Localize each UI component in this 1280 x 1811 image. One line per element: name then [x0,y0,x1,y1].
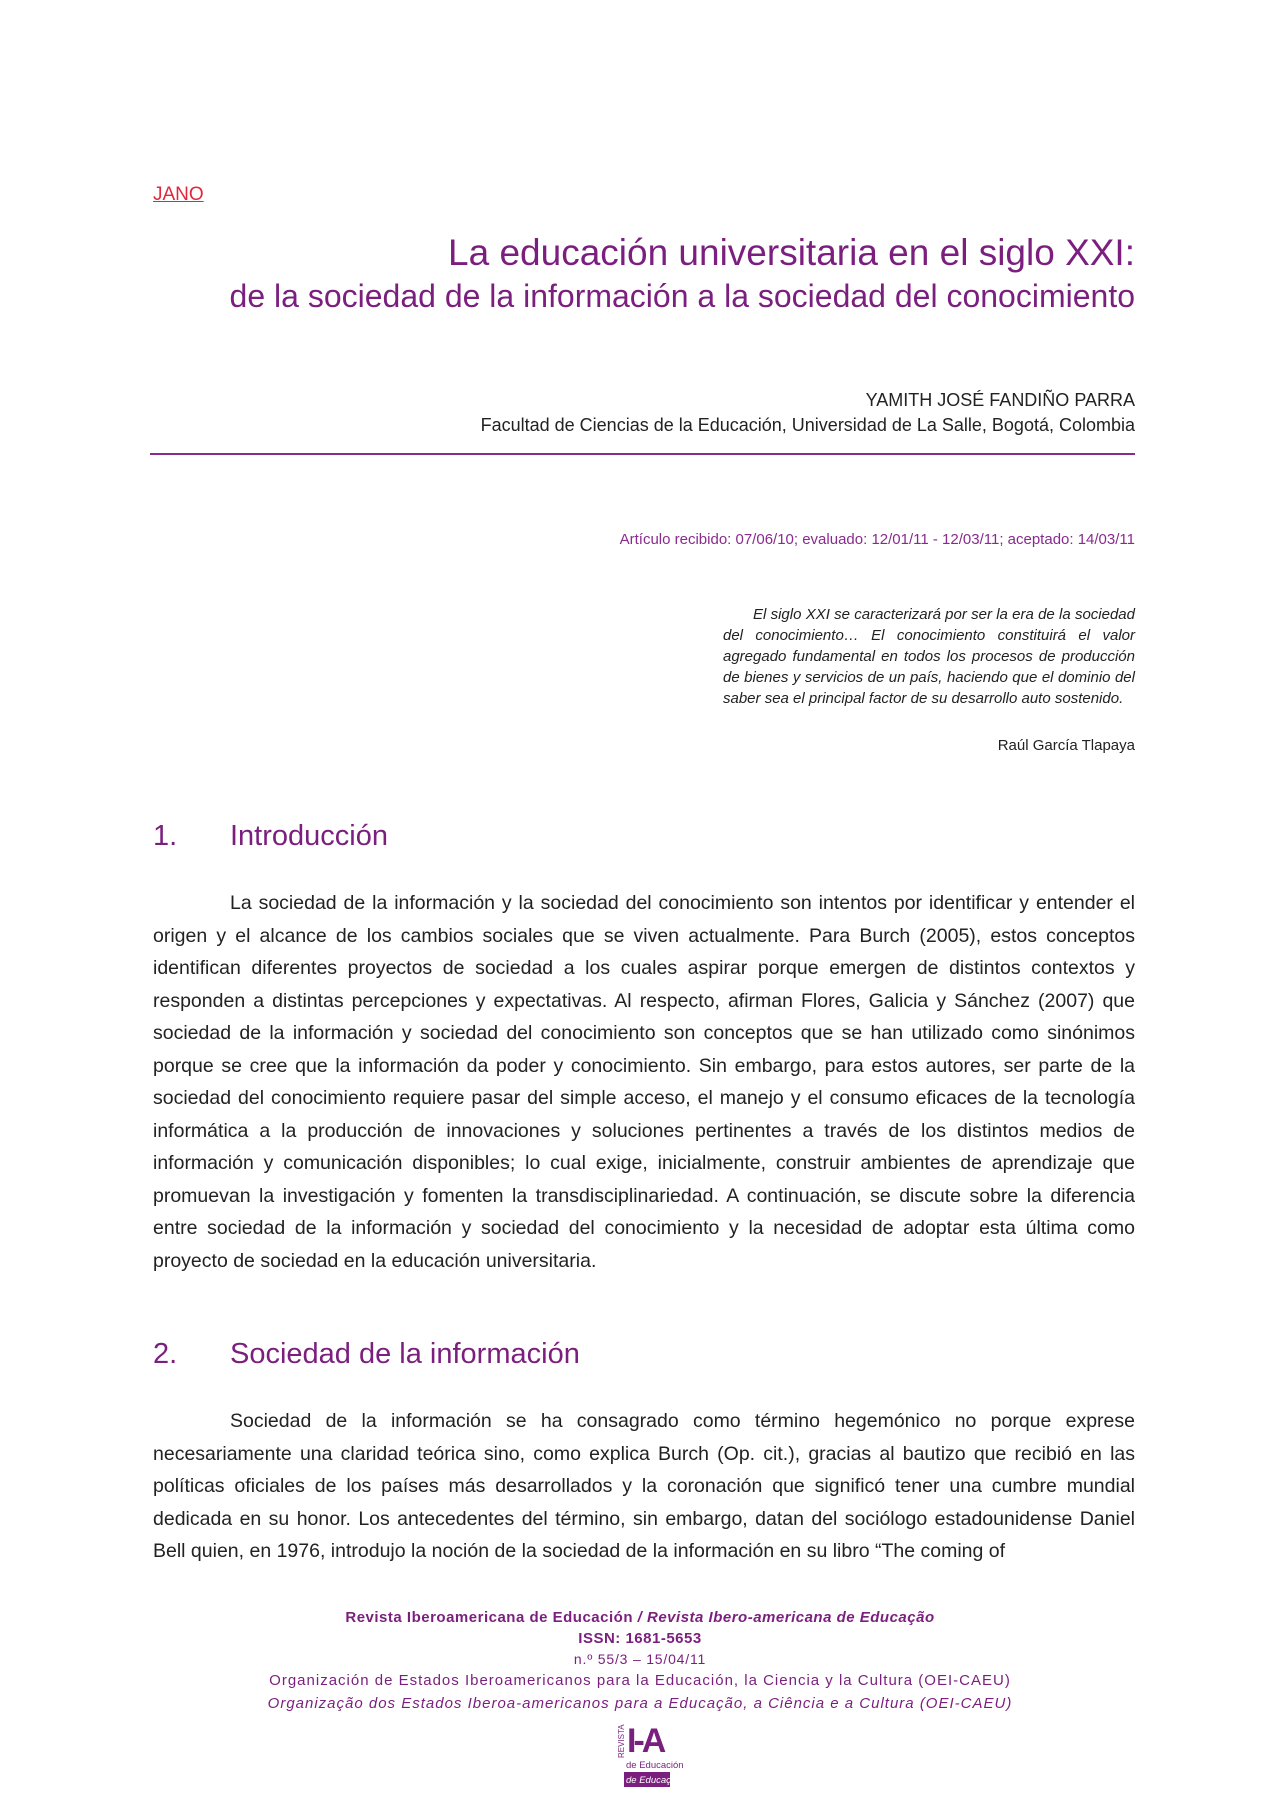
journal-issn: ISSN: 1681-5653 [578,1630,702,1647]
section-link-jano[interactable]: JANO [153,184,204,205]
epigraph-quote: El siglo XXI se caracterizará por ser la era de la sociedad del conocimiento… El conocimiento constituirá el valor agregado fundamental en todos los procesos de producción de bienes y servicios de un país, haciendo que el dominio del saber sea el principal factor de su desarrollo auto sostenido. [723,606,1135,707]
logo-line-2: de Educação [626,1775,682,1786]
organization-es: Organización de Estados Iberoamericanos para la Educación, la Ciencia y la Cultura (OEI-CAEU) [269,1672,1011,1689]
section-heading-sociedad-informacion [153,1338,580,1371]
logo-line-1: de Educación [626,1760,684,1771]
section-heading-introduccion [153,820,388,853]
logo-vertical-text: REVISTA [617,1724,626,1758]
article-dates: Artículo recibido: 07/06/10; evaluado: 12/01/11 - 12/03/11; aceptado: 14/03/11 [619,531,1135,548]
journal-names [0,1607,1280,1628]
section-number: 2. [153,1338,178,1370]
epigraph-attribution: Raúl García Tlapaya [997,737,1135,754]
author-name: YAMITH JOSÉ FANDIÑO PARRA [865,390,1135,410]
section-title: Sociedad de la información [230,1338,580,1370]
journal-name-pt: / Revista Ibero-americana de Educação [637,1609,935,1626]
journal-footer [0,1607,1280,1715]
journal-name-es: Revista Iberoamericana de Educación [345,1609,633,1626]
journal-issue: n.º 55/3 – 15/04/11 [573,1651,707,1667]
organization-pt: Organização dos Estados Iberoa-americanos para a Educação, a Ciência e a Cultura (OEI-CAEU) [267,1695,1013,1712]
author-affiliation: Facultad de Ciencias de la Educación, Universidad de La Salle, Bogotá, Colombia [480,415,1135,435]
title-line-1: La educación universitaria en el siglo XXI: [448,232,1135,273]
journal-logo [615,1706,684,1790]
article-title [230,230,1135,316]
section-paragraph: La sociedad de la información y la sociedad del conocimiento son intentos por identificar y entender el origen y el alcance de los cambios sociales que se viven actualmente. Para Burch (2005), estos conceptos identifican diferentes proyectos de sociedad a los cuales aspirar porque emergen de distintos contextos y responden a distintas percepciones y expectativas. Al respecto, afirman Flores, Galicia y Sánchez (2007) que sociedad de la información y sociedad del conocimiento son conceptos que se han utilizado como sinónimos porque se cree que la información da poder y conocimiento. Sin embargo, para estos autores, ser parte de la sociedad del conocimiento requiere pasar del simple acceso, el manejo y el consumo eficaces de la tecnología informática a la producción de innovaciones y soluciones pertinentes a través de los distintos medios de información y comunicación disponibles; lo cual exige, inicialmente, construir ambientes de aprendizaje que promuevan la investigación y fomenten la transdisciplinariedad. A continuación, se discute sobre la diferencia entre sociedad de la información y sociedad del conocimiento y la necesidad de adoptar esta última como proyecto de sociedad en la educación universitaria. [153,892,1135,1272]
section-paragraph: Sociedad de la información se ha consagrado como término hegemónico no porque exprese necesariamente una claridad teórica sino, como explica Burch (Op. cit.), gracias al bautizo que recibió en las políticas oficiales de los países más desarrollados y la coronación que significó tener una cumbre mundial dedicada en su honor. Los antecedentes del término, sin embargo, datan del sociólogo estadounidense Daniel Bell quien, en 1976, introdujo la noción de la sociedad de la información en su libro “The coming of [153,1410,1135,1562]
section-title: Introducción [230,820,388,852]
header-divider [150,453,1135,455]
title-line-2: de la sociedad de la información a la sociedad del conocimiento [229,278,1135,314]
author-block [481,388,1135,438]
logo-mark: I-A [627,1722,664,1760]
section-number: 1. [153,820,178,852]
